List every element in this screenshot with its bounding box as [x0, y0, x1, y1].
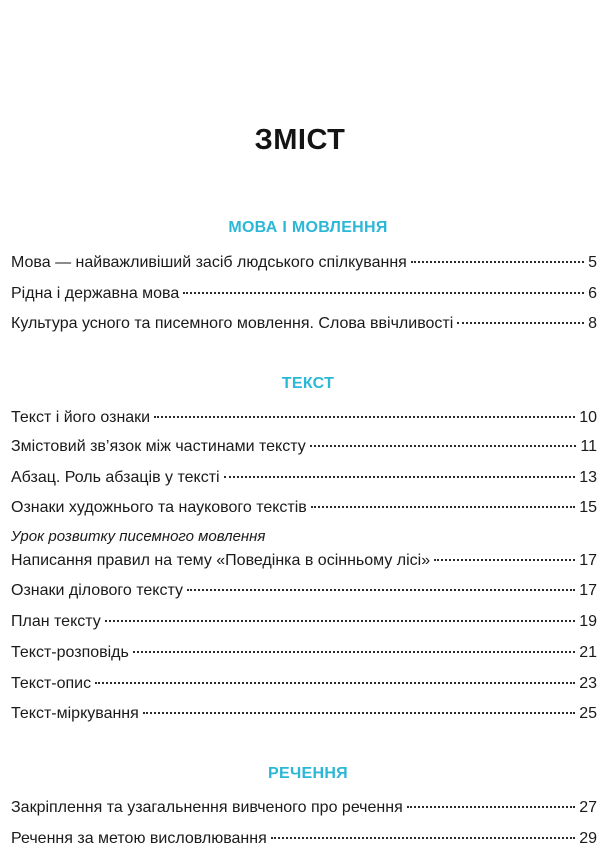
toc-leader [311, 506, 575, 508]
toc-page: 17 [579, 552, 597, 569]
toc-leader [187, 589, 575, 591]
toc-page: 25 [579, 705, 597, 722]
toc-title: Рідна і державна мова [11, 285, 180, 302]
toc-page: 29 [579, 830, 597, 847]
toc-page: 23 [579, 675, 597, 692]
toc-leader [154, 416, 575, 418]
toc-row[interactable] [11, 252, 597, 274]
toc-page: 10 [579, 409, 597, 426]
toc-page: 19 [579, 613, 597, 630]
toc-leader [95, 682, 575, 684]
toc-row[interactable] [11, 611, 597, 633]
toc-page: 17 [579, 582, 597, 599]
toc-row[interactable] [11, 497, 597, 519]
toc-row[interactable] [11, 642, 597, 664]
page-title: ЗМІСТ [254, 124, 346, 156]
toc-leader [434, 559, 575, 561]
section-heading-rechennia: РЕЧЕННЯ [268, 765, 348, 782]
toc-page: 5 [588, 254, 597, 271]
toc-row[interactable] [11, 580, 597, 602]
toc-leader [133, 651, 575, 653]
toc-page: 6 [588, 285, 597, 302]
toc-leader [407, 806, 575, 808]
toc-page: 8 [588, 315, 597, 332]
toc-title: Текст-міркування [11, 705, 139, 722]
toc-leader [183, 292, 584, 294]
toc-page: 13 [579, 469, 597, 486]
toc-title: Закріплення та узагальнення вивченого про речення [11, 799, 403, 816]
toc-title: Текст і його ознаки [11, 409, 151, 426]
toc-title: Ознаки ділового тексту [11, 582, 183, 599]
toc-row[interactable] [11, 828, 597, 850]
toc-title: Текст-опис [11, 675, 92, 692]
toc-row[interactable] [11, 407, 597, 429]
toc-leader [411, 261, 584, 263]
toc-title: Абзац. Роль абзаців у тексті [11, 469, 220, 486]
toc-leader [271, 837, 575, 839]
toc-leader [143, 712, 575, 714]
toc-row[interactable] [11, 797, 597, 819]
toc-title: Мова — найважливіший засіб людського спілкування [11, 254, 407, 271]
toc-row[interactable] [11, 467, 597, 489]
toc-leader [105, 620, 575, 622]
toc-row[interactable] [11, 673, 597, 695]
toc-row[interactable] [11, 283, 597, 305]
toc-page: 11 [580, 438, 597, 455]
toc-row[interactable] [11, 313, 597, 335]
toc-title: Змістовий зв’язок між частинами тексту [11, 438, 306, 455]
toc-leader [224, 476, 576, 478]
toc-row[interactable] [11, 703, 597, 725]
toc-page: 27 [579, 799, 597, 816]
toc-title: Речення за метою висловлювання [11, 830, 267, 847]
toc-title: Культура усного та писемного мовлення. Слова ввічливості [11, 315, 454, 332]
toc-title: Написання правил на тему «Поведінка в осінньому лісі» [11, 552, 431, 569]
toc-page: 15 [579, 499, 597, 516]
toc-leader [310, 445, 577, 447]
toc-title: Ознаки художнього та наукового текстів [11, 499, 307, 516]
section-heading-mova: МОВА І МОВЛЕННЯ [228, 219, 388, 236]
toc-leader [457, 322, 584, 324]
toc-subheading: Урок розвитку писемного мовлення [11, 528, 266, 545]
toc-row[interactable] [11, 550, 597, 572]
toc-page: 21 [579, 644, 597, 661]
toc-title: Текст-розповідь [11, 644, 129, 661]
section-heading-tekst: ТЕКСТ [281, 375, 335, 392]
toc-row[interactable] [11, 436, 597, 458]
toc-title: План тексту [11, 613, 101, 630]
